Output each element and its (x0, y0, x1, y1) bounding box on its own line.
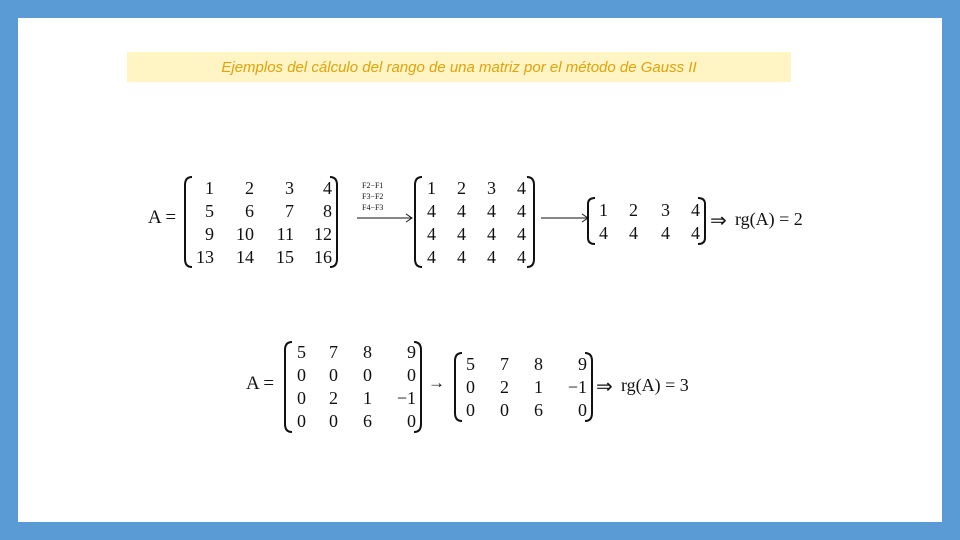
matrix-cell: 3 (487, 178, 496, 198)
matrix-cell: 4 (323, 178, 332, 198)
ex2-result: rg(A) = 3 (621, 375, 689, 395)
matrix-cell: 5 (205, 201, 214, 221)
ex1-m2-left-bracket (412, 175, 424, 269)
matrix-cell: 8 (363, 342, 372, 362)
matrix-column (192, 177, 214, 269)
ex1-m1-right-bracket (328, 175, 340, 269)
ex1-arrow-2 (540, 212, 590, 224)
ex1-implies-arrow: ⇒ (710, 210, 727, 232)
matrix-cell: 0 (329, 365, 338, 385)
ex1-op-1: F2−F1 (362, 181, 384, 190)
ex1-m3-left-bracket (585, 196, 597, 246)
matrix-cell: 0 (297, 411, 306, 431)
ex1-matrix-1 (192, 177, 332, 269)
matrix-cell: 2 (457, 178, 466, 198)
ex2-m2-right-bracket (583, 351, 595, 423)
matrix-cell: 0 (407, 411, 416, 431)
ex2-matrix-1 (292, 341, 416, 433)
matrix-column (543, 353, 587, 422)
matrix-cell: 0 (466, 377, 475, 397)
ex1-m3-right-bracket (696, 196, 708, 246)
ex2-arrow-1: → (428, 373, 445, 392)
matrix-cell: 0 (466, 400, 475, 420)
matrix-cell: 5 (466, 354, 475, 374)
matrix-cell: 4 (691, 200, 700, 220)
ex1-matrix-2 (420, 177, 526, 269)
matrix-cell: 1 (205, 178, 214, 198)
matrix-column (338, 341, 372, 433)
matrix-cell: 7 (285, 201, 294, 221)
matrix-cell: 0 (407, 365, 416, 385)
ex1-matrix-3 (594, 199, 700, 245)
ex2-implies-arrow: ⇒ (596, 376, 613, 398)
matrix-cell: 4 (427, 224, 436, 244)
ex1-m2-right-bracket (525, 175, 537, 269)
ex1-result: rg(A) = 2 (735, 209, 803, 229)
matrix-cell: 4 (457, 224, 466, 244)
matrix-column (254, 177, 294, 269)
matrix-cell: 4 (457, 201, 466, 221)
matrix-cell: 8 (534, 354, 543, 374)
matrix-column (638, 199, 670, 245)
ex2-m1-right-bracket (412, 340, 424, 434)
matrix-cell: 2 (329, 388, 338, 408)
matrix-cell: 0 (297, 388, 306, 408)
matrix-column (292, 341, 306, 433)
matrix-cell: 7 (500, 354, 509, 374)
matrix-cell: 4 (517, 247, 526, 267)
ex1-op-2: F3−F2 (362, 192, 384, 201)
matrix-column (509, 353, 543, 422)
matrix-cell: 9 (578, 354, 587, 374)
matrix-cell: 16 (314, 247, 332, 267)
matrix-cell: 14 (236, 247, 254, 267)
matrix-cell: 4 (629, 223, 638, 243)
matrix-cell: 2 (629, 200, 638, 220)
slide (18, 18, 942, 522)
matrix-cell: 13 (196, 247, 214, 267)
matrix-cell: 0 (500, 400, 509, 420)
ex2-m2-left-bracket (452, 351, 464, 423)
matrix-cell: −1 (396, 388, 416, 408)
matrix-cell: −1 (567, 377, 587, 397)
matrix-cell: 4 (487, 247, 496, 267)
matrix-column (466, 177, 496, 269)
matrix-cell: 1 (534, 377, 543, 397)
matrix-cell: 9 (205, 224, 214, 244)
matrix-cell: 2 (500, 377, 509, 397)
matrix-cell: 1 (599, 200, 608, 220)
matrix-cell: 4 (661, 223, 670, 243)
matrix-cell: 6 (534, 400, 543, 420)
matrix-cell: 3 (661, 200, 670, 220)
matrix-column (608, 199, 638, 245)
matrix-cell: 15 (276, 247, 294, 267)
matrix-column (496, 177, 526, 269)
matrix-cell: 1 (427, 178, 436, 198)
matrix-cell: 10 (236, 224, 254, 244)
matrix-cell: 0 (329, 411, 338, 431)
matrix-cell: 0 (297, 365, 306, 385)
matrix-cell: 0 (578, 400, 587, 420)
matrix-cell: 4 (517, 178, 526, 198)
matrix-cell: 4 (457, 247, 466, 267)
matrix-cell: 6 (245, 201, 254, 221)
matrix-cell: 6 (363, 411, 372, 431)
matrix-cell: 4 (427, 247, 436, 267)
matrix-cell: 4 (487, 224, 496, 244)
matrix-column (214, 177, 254, 269)
matrix-cell: 12 (314, 224, 332, 244)
matrix-cell: 11 (276, 224, 294, 244)
ex2-matrix-2 (461, 353, 587, 422)
matrix-cell: 7 (329, 342, 338, 362)
matrix-cell: 0 (363, 365, 372, 385)
matrix-cell: 4 (599, 223, 608, 243)
ex2-m1-left-bracket (282, 340, 294, 434)
matrix-cell: 3 (285, 178, 294, 198)
matrix-column (306, 341, 338, 433)
matrix-cell: 9 (407, 342, 416, 362)
matrix-column (294, 177, 332, 269)
ex2-label: A = (246, 373, 275, 394)
matrix-cell: 8 (323, 201, 332, 221)
matrix-cell: 4 (517, 224, 526, 244)
matrix-cell: 4 (691, 223, 700, 243)
matrix-cell: 4 (427, 201, 436, 221)
ex1-m1-left-bracket (182, 175, 194, 269)
ex1-arrow-1 (356, 212, 414, 224)
matrix-cell: 4 (517, 201, 526, 221)
matrix-cell: 5 (297, 342, 306, 362)
slide-title: Ejemplos del cálculo del rango de una matriz por el método de Gauss II (127, 52, 791, 82)
matrix-cell: 1 (363, 388, 372, 408)
matrix-column (372, 341, 416, 433)
matrix-column (475, 353, 509, 422)
matrix-cell: 4 (487, 201, 496, 221)
matrix-cell: 2 (245, 178, 254, 198)
matrix-column (436, 177, 466, 269)
ex1-op-3: F4−F3 (362, 203, 384, 212)
ex1-label: A = (148, 207, 177, 228)
